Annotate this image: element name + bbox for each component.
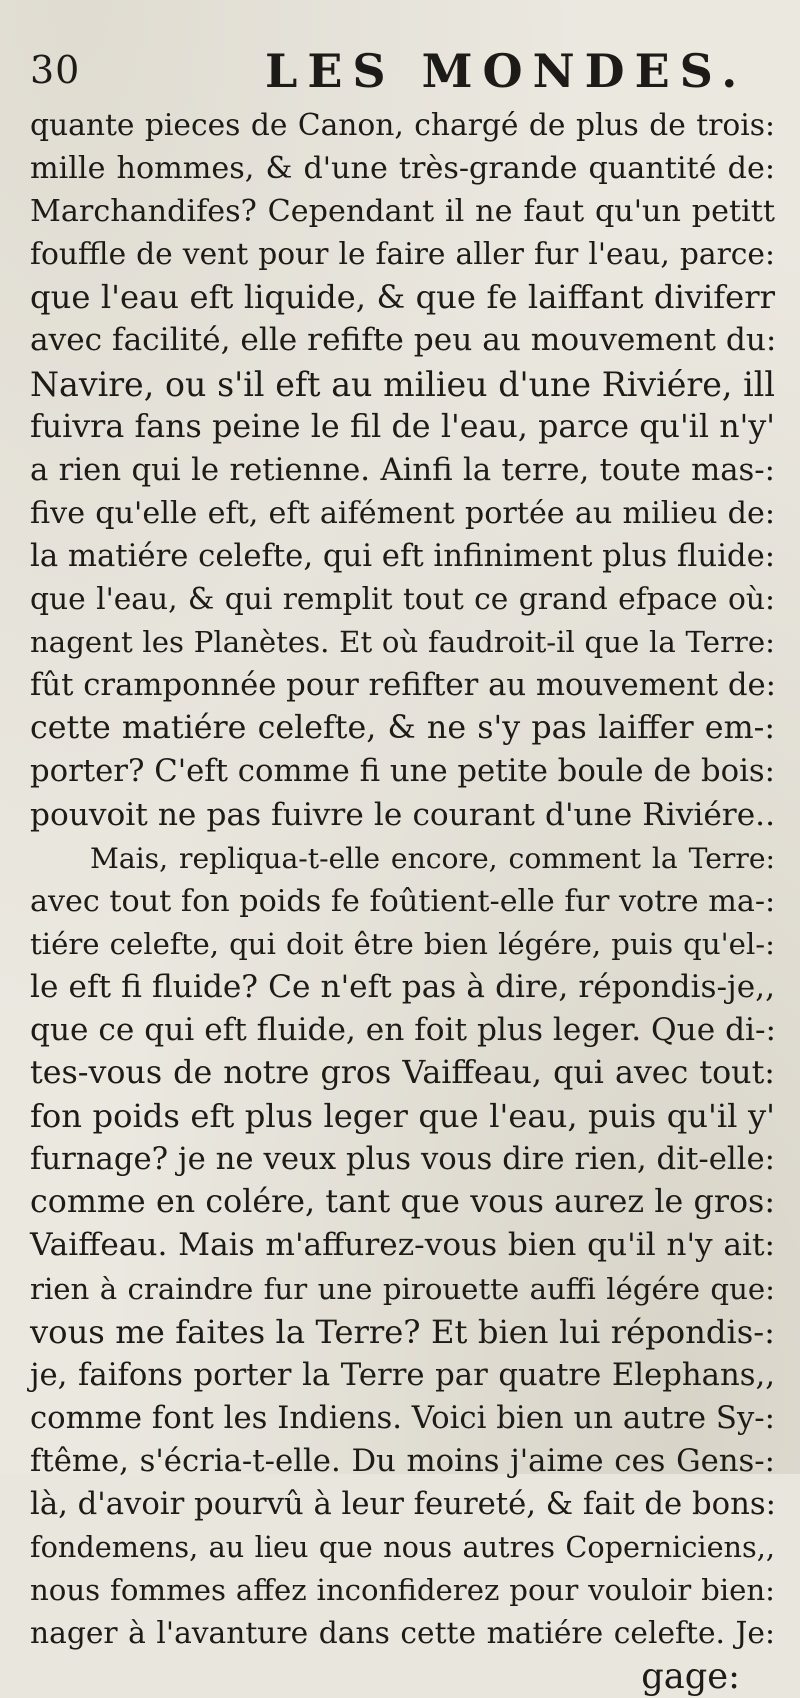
text-line: que ce qui eft fluide, en foit plus leger. Que di-: bbox=[30, 1011, 777, 1048]
text-line: comme en colére, tant que vous aurez le gros: bbox=[30, 1184, 775, 1221]
text-line: le eft fi fluide? Ce n'eft pas à dire, répondis-je,, bbox=[30, 968, 775, 1005]
text-line: avec tout fon poids fe foûtient-elle fur votre ma-: bbox=[30, 883, 776, 919]
text-line: mille hommes, & d'une très-grande quantité de: bbox=[30, 151, 775, 187]
text-line: la matiére celefte, qui eft infiniment plus fluide: bbox=[30, 538, 776, 574]
page-number: 30 bbox=[30, 48, 81, 92]
text-line: que l'eau, & qui remplit tout ce grand efpace où: bbox=[30, 582, 775, 618]
text-line: fondemens, au lieu que nous autres Coperniciens,, bbox=[30, 1530, 775, 1565]
text-line: fon poids eft plus leger que l'eau, puis qu'il y' bbox=[30, 1097, 775, 1136]
text-line: je, faifons porter la Terre par quatre Elephans,, bbox=[30, 1357, 775, 1393]
text-line: fût cramponnée pour refifter au mouvement de: bbox=[30, 668, 776, 704]
text-line: Marchandifes? Cependant il ne faut qu'un petitt bbox=[30, 194, 775, 230]
text-line: Vaiffeau. Mais m'affurez-vous bien qu'il n'y ait: bbox=[30, 1227, 775, 1264]
text-line: nager à l'avanture dans cette matiére celefte. Je: bbox=[30, 1616, 775, 1652]
text-line: comme font les Indiens. Voici bien un autre Sy-: bbox=[30, 1400, 775, 1436]
text-line: five qu'elle eft, eft aifément portée au milieu de: bbox=[30, 495, 775, 531]
page-header bbox=[30, 44, 770, 100]
catchword: gage: bbox=[641, 1656, 740, 1698]
text-line: vous me faites la Terre? Et bien lui répondis-: bbox=[30, 1312, 775, 1351]
text-line: rien à craindre fur une pirouette auffi légére que: bbox=[30, 1271, 775, 1306]
text-line: quante pieces de Canon, chargé de plus de trois: bbox=[30, 108, 775, 143]
text-line: pouvoit ne pas fuivre le courant d'une Riviére.. bbox=[30, 796, 775, 833]
text-line: cette matiére celefte, & ne s'y pas laiffer em-: bbox=[30, 710, 775, 747]
text-line: furnage? je ne veux plus vous dire rien, dit-elle: bbox=[30, 1142, 775, 1178]
running-head: LES MONDES. bbox=[265, 44, 748, 98]
text-line: Navire, ou s'il eft au milieu d'une Riviére, ill bbox=[30, 364, 775, 404]
text-line: porter? C'eft comme fi une petite boule de bois: bbox=[30, 754, 775, 790]
text-line: fuivra fans peine le fil de l'eau, parce qu'il n'y' bbox=[30, 408, 775, 445]
text-line: ftême, s'écria-t-elle. Du moins j'aime ces Gens-: bbox=[30, 1443, 775, 1479]
text-line: nagent les Planètes. Et où faudroit-il que la Terre: bbox=[30, 625, 775, 660]
text-line: là, d'avoir pourvû à leur feureté, & fait de bons: bbox=[30, 1487, 776, 1522]
text-line: avec facilité, elle refifte peu au mouvement du: bbox=[30, 322, 777, 359]
text-line: que l'eau eft liquide, & que fe laiffant diviferr bbox=[30, 278, 775, 317]
text-line: tes-vous de notre gros Vaiffeau, qui avec tout: bbox=[30, 1055, 775, 1092]
text-line: fouffle de vent pour le faire aller fur l'eau, parce: bbox=[30, 237, 775, 273]
text-line: nous fommes affez inconfiderez pour vouloir bien: bbox=[30, 1573, 775, 1608]
text-line: tiére celefte, qui doit être bien légére, puis qu'el-: bbox=[30, 926, 775, 961]
body-text bbox=[30, 104, 775, 1698]
text-line: a rien qui le retienne. Ainfi la terre, toute mas-: bbox=[30, 452, 775, 488]
text-line: Mais, repliqua-t-elle encore, comment la Terre: bbox=[90, 841, 775, 875]
